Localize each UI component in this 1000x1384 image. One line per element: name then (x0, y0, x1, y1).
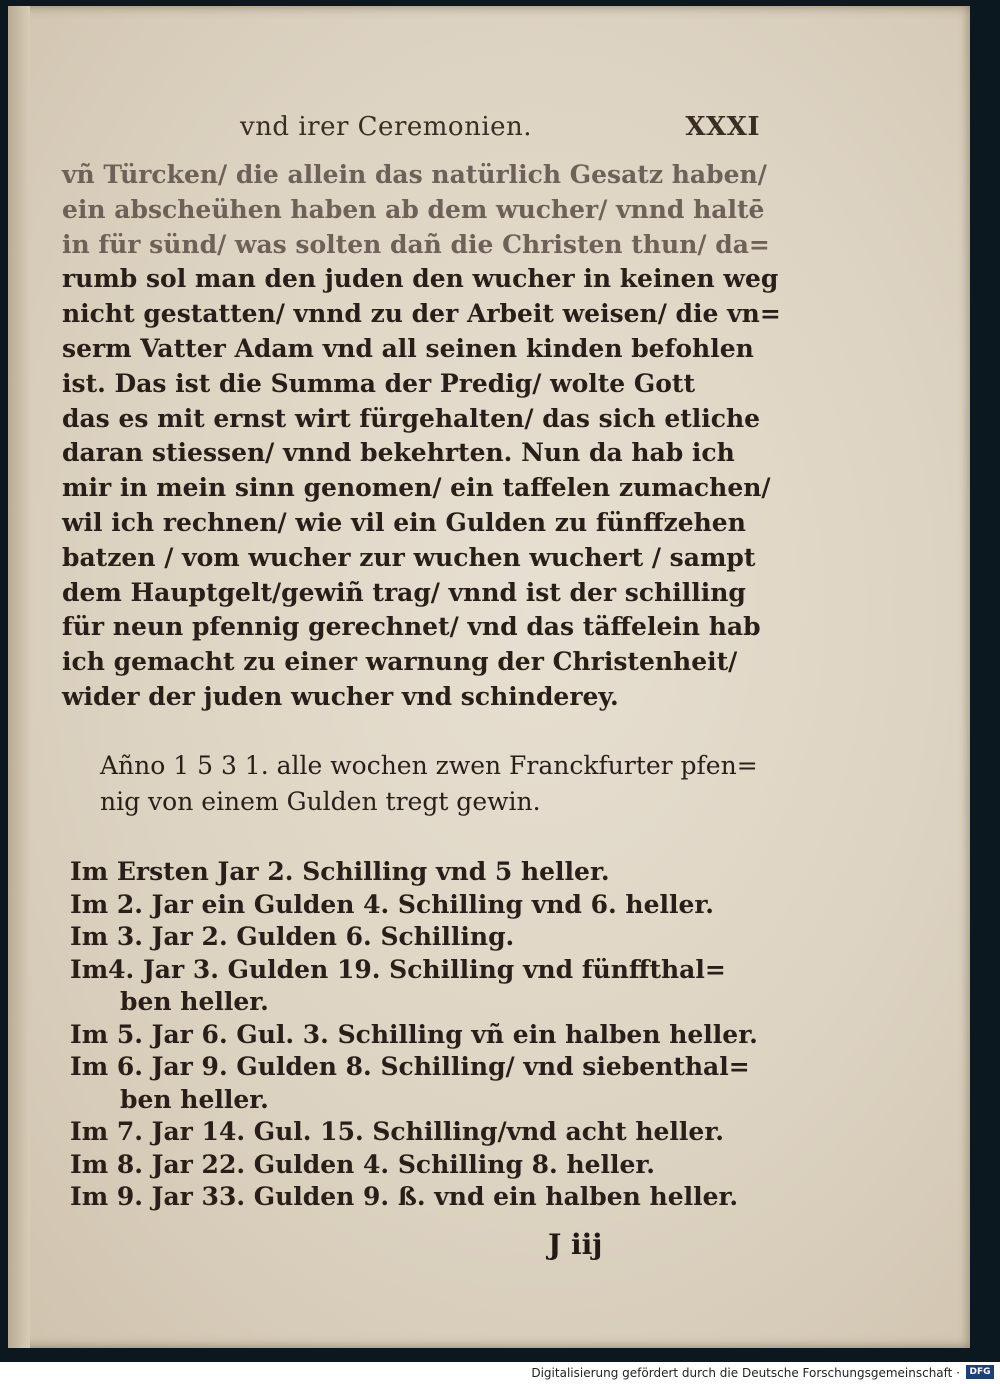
table-entry-continuation: ben heller. (120, 1084, 269, 1114)
dfg-logo: DFG (966, 1365, 994, 1379)
table-entry: Im 2. Jar ein Gulden 4. Schilling vnd 6. heller. (70, 889, 714, 919)
body-line: ist. Das ist die Summa der Predig/ wolte Gott (62, 368, 696, 398)
signature-mark: J iij (548, 1228, 603, 1261)
body-line: nicht gestatten/ vnnd zu der Arbeit weisen/ die vn= (62, 299, 781, 329)
table-entry: Im 7. Jar 14. Gul. 15. Schilling/vnd acht heller. (70, 1117, 724, 1146)
body-line: daran stiessen/ vnnd bekehrten. Nun da hab ich (62, 438, 735, 468)
body-paragraph (62, 158, 781, 715)
running-title: vnd irer Ceremonien. (240, 112, 533, 142)
table-entry: Im 8. Jar 22. Gulden 4. Schilling 8. heller. (70, 1149, 656, 1179)
page-binding-edge (8, 6, 30, 1348)
body-line: dem Hauptgelt/gewiñ trag/ vnnd ist der schilling (62, 577, 746, 607)
body-line: rumb sol man den juden den wucher in keinen weg (62, 264, 779, 294)
body-line: das es mit ernst wirt fürgehalten/ das sich etliche (62, 403, 761, 433)
body-line: mir in mein sinn genomen/ ein taffelen zumachen/ (62, 473, 771, 503)
interest-table (70, 856, 770, 1214)
table-entry: Im 5. Jar 6. Gul. 3. Schilling vñ ein halben heller. (70, 1019, 758, 1049)
table-entry: Im Ersten Jar 2. Schilling vnd 5 heller. (70, 857, 610, 886)
digitization-footer (0, 1362, 1000, 1384)
body-line: wider der juden wucher vnd schinderey. (62, 681, 619, 711)
body-line: für neun pfennig gerechnet/ vnd das täffelein hab (62, 612, 761, 642)
table-entry: Im 3. Jar 2. Gulden 6. Schilling. (70, 922, 515, 951)
table-entry-continuation: ben heller. (120, 987, 269, 1016)
table-entry: Im4. Jar 3. Gulden 19. Schilling vnd fünffthal= (70, 954, 726, 984)
body-line: serm Vatter Adam vnd all seinen kinden befohlen (62, 333, 754, 363)
body-line: wil ich rechnen/ wie vil ein Gulden zu fünffzehen (62, 507, 746, 537)
table-entry: Im 9. Jar 33. Gulden 9. ß. vnd ein halben heller. (70, 1182, 739, 1211)
body-line: in für sünd/ was solten dañ die Christen thun/ da= (62, 229, 770, 259)
table-title-line: Añno 1 5 3 1. alle wochen zwen Franckfurter pfen= (100, 751, 758, 780)
body-line: ein abscheühen haben ab dem wucher/ vnnd haltē (62, 194, 765, 224)
table-title (100, 748, 760, 820)
table-entry: Im 6. Jar 9. Gulden 8. Schilling/ vnd siebenthal= (70, 1052, 750, 1081)
footer-note: Digitalisierung gefördert durch die Deutsche Forschungsgemeinschaft · (531, 1366, 960, 1380)
body-line: ich gemacht zu einer warnung der Christenheit/ (62, 647, 738, 677)
body-line: batzen / vom wucher zur wuchen wuchert / sampt (62, 542, 756, 572)
table-title-line: nig von einem Gulden tregt gewin. (100, 787, 541, 816)
folio-number: XXXI (685, 112, 760, 142)
body-line: vñ Türcken/ die allein das natürlich Gesatz haben/ (62, 160, 767, 189)
